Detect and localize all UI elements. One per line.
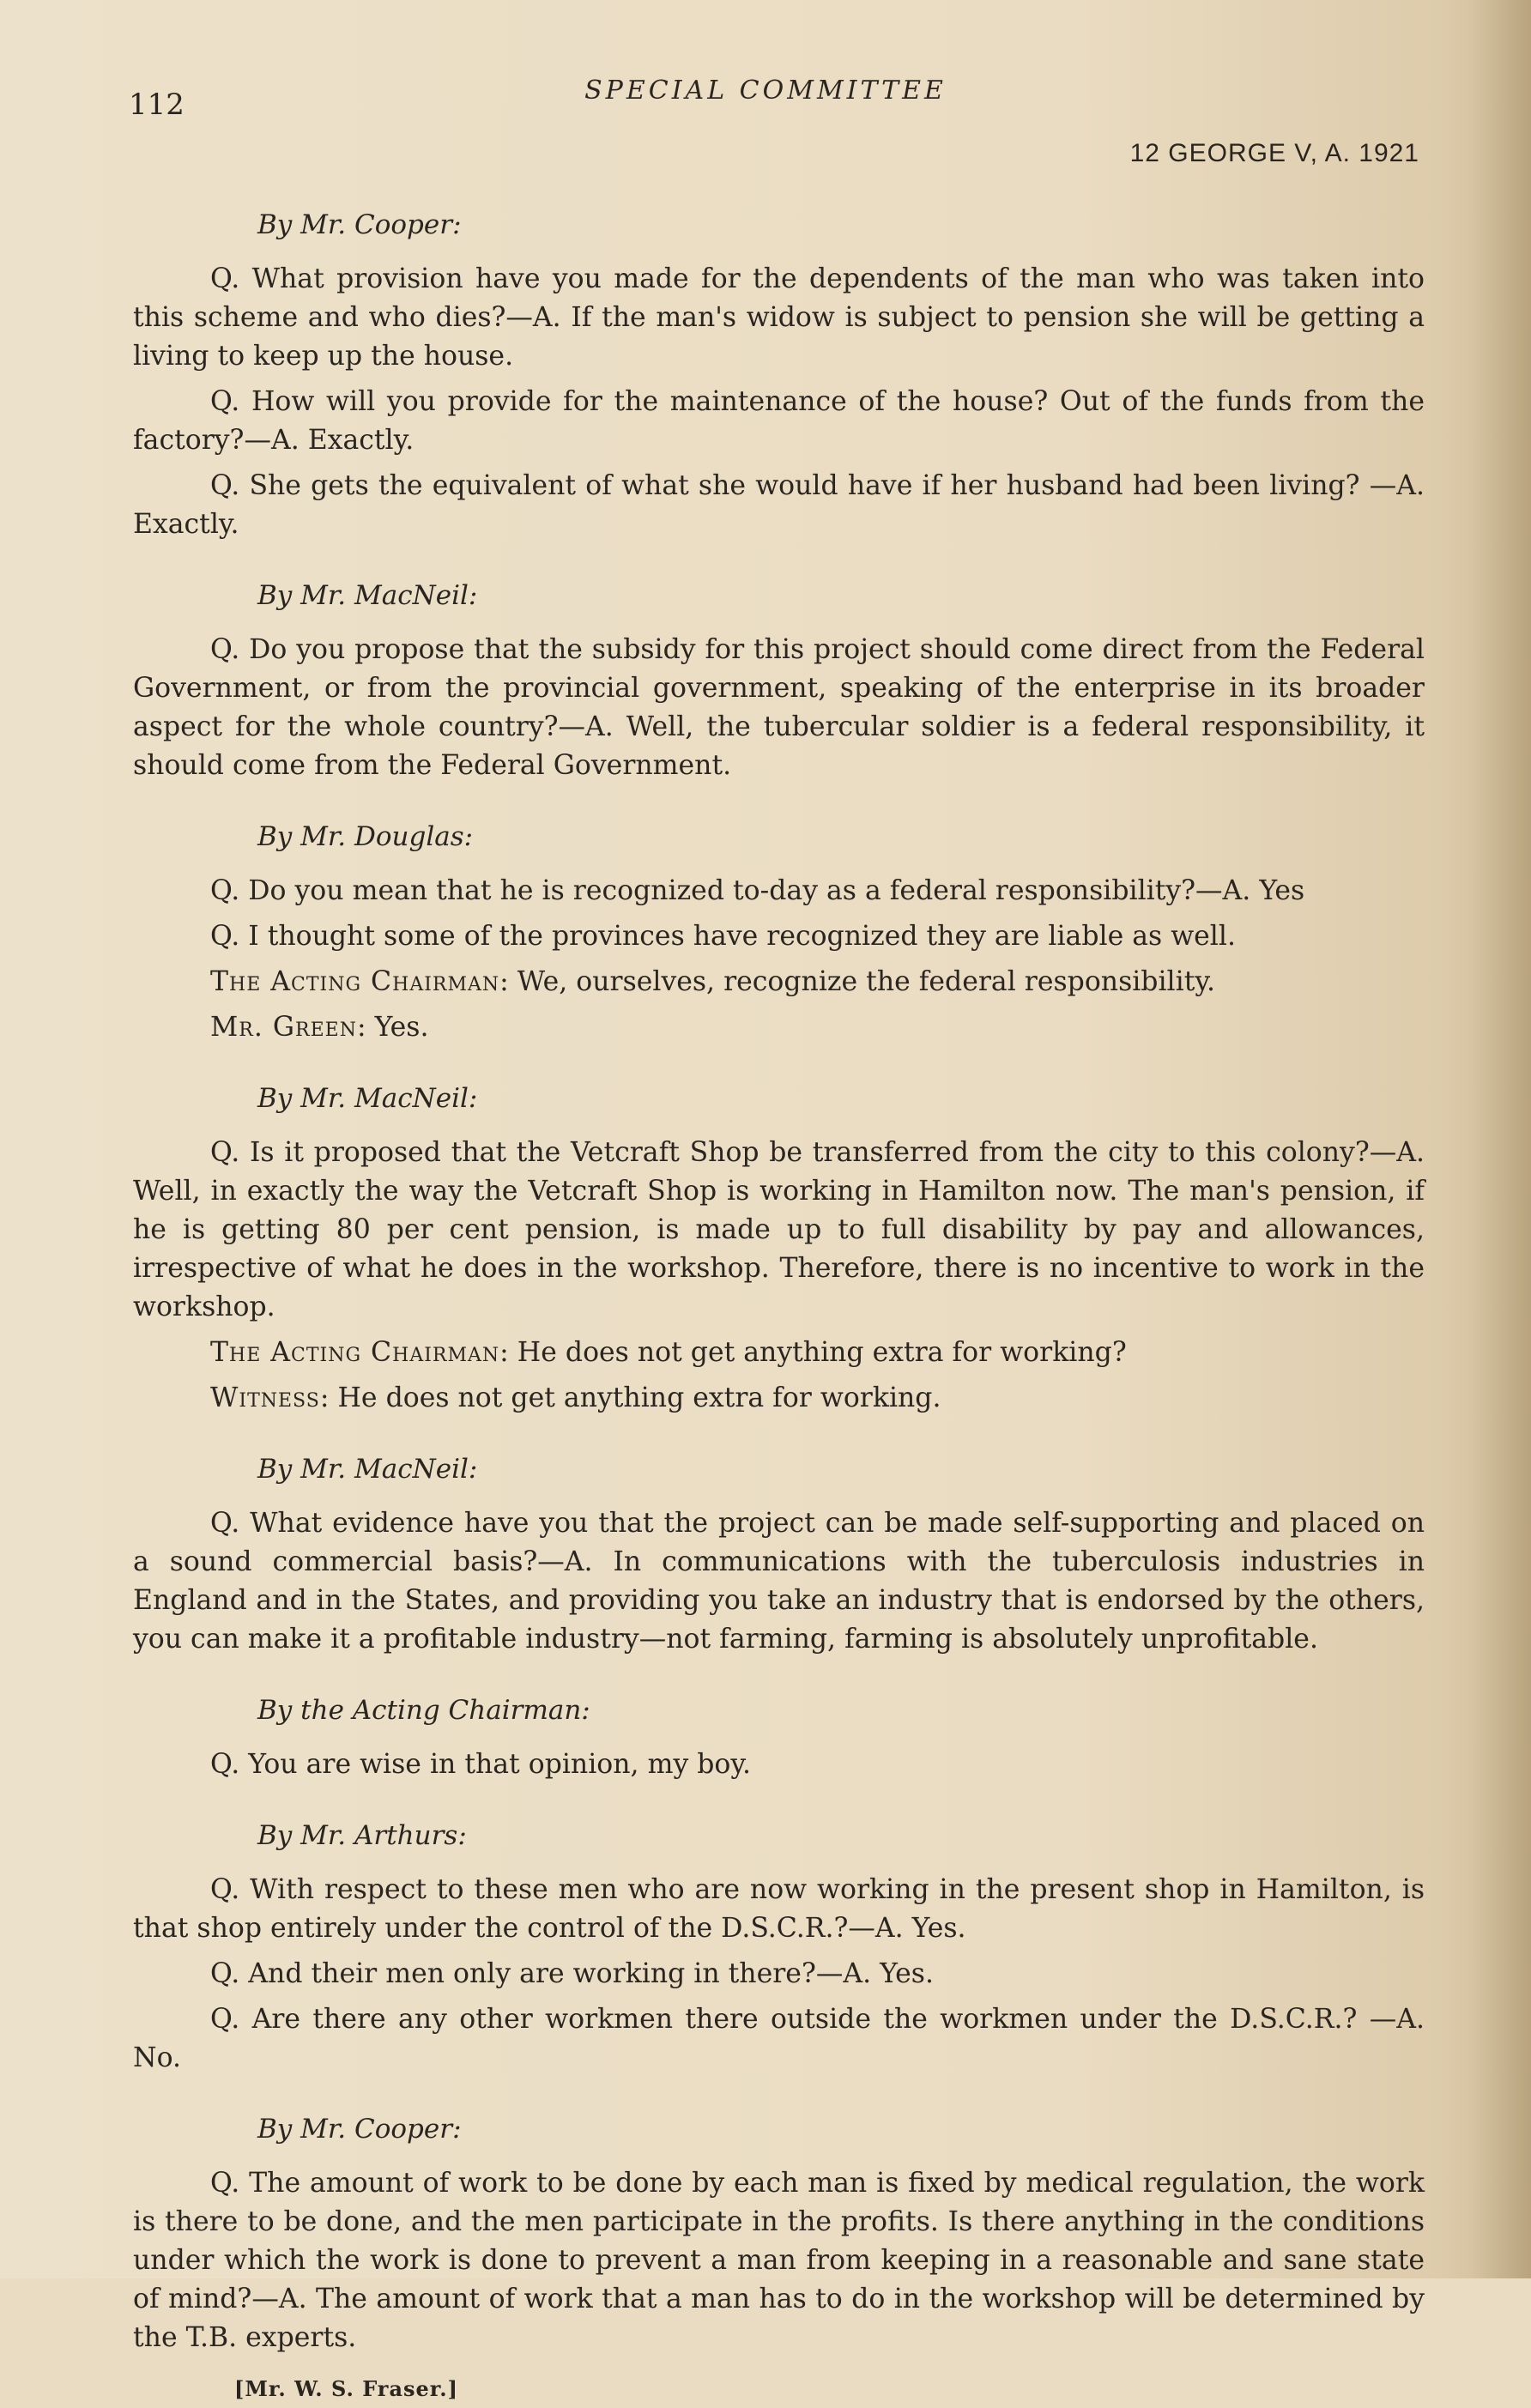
statement xyxy=(133,1334,1425,1372)
speaker-heading: By Mr. MacNeil: xyxy=(257,580,478,611)
statement-speaker: Witness xyxy=(210,1382,320,1413)
question-answer: Q. What evidence have you that the project can be made self-supporting and placed on a sound commercial basis?—A. In communications with the tuberculosis industries in England and in the States, and providing you take an industry that is endorsed by the others, you can make it a profitable industry—not farming, farming is absolutely unprofitable. xyxy=(133,1508,1425,1655)
statement xyxy=(133,1379,1425,1418)
statement-text: : He does not get anything extra for working. xyxy=(319,1382,941,1413)
question-answer: Q. She gets the equivalent of what she would have if her husband had been living? —A. Exactly. xyxy=(133,470,1425,540)
question-answer: Q. You are wise in that opinion, my boy. xyxy=(210,1749,751,1780)
statement-speaker: Mr. Green xyxy=(210,1012,357,1043)
speaker-heading: By Mr. Cooper: xyxy=(257,209,462,240)
question-answer: Q. Do you propose that the subsidy for this project should come direct from the Federal Government, or from the provincial government, speaking of the enterprise in its broader aspect for the whole country?—A. Well, the tubercular soldier is a federal responsibility, it should come from the Federal Government. xyxy=(133,634,1425,781)
question-answer: Q. The amount of work to be done by each man is fixed by medical regulation, the work is there to be done, and the men participate in the profits. Is there anything in the conditions under which the work is done to prevent a man from keeping in a reasonable and sane state of mind?—A. The amount of work that a man has to do in the workshop will be determined by the T.B. experts. xyxy=(133,2168,1425,2353)
speaker-heading: By Mr. Douglas: xyxy=(257,821,474,852)
page-edge-shadow xyxy=(1471,0,1531,2278)
question-answer: Q. I thought some of the provinces have recognized they are liable as well. xyxy=(210,921,1236,952)
question-answer: Q. And their men only are working in there?—A. Yes. xyxy=(210,1958,934,1989)
speaker-heading: By Mr. MacNeil: xyxy=(257,1083,478,1114)
statement-speaker: The Acting Chairman xyxy=(210,966,500,997)
question-answer: Q. With respect to these men who are now working in the present shop in Hamilton, is that shop entirely under the control of the D.S.C.R.?—A. Yes. xyxy=(133,1874,1425,1944)
statement-text: : He does not get anything extra for working? xyxy=(499,1337,1127,1368)
speaker-heading: By Mr. Cooper: xyxy=(257,2114,462,2145)
page-number: 112 xyxy=(129,88,185,122)
statement-text: : We, ourselves, recognize the federal responsibility. xyxy=(499,966,1215,997)
question-answer: Q. Do you mean that he is recognized to-day as a federal responsibility?—A. Yes xyxy=(210,875,1305,906)
running-head: SPECIAL COMMITTEE xyxy=(584,76,947,106)
statement xyxy=(133,1008,1425,1047)
speaker-heading: By Mr. MacNeil: xyxy=(257,1454,478,1485)
speaker-heading: By the Acting Chairman: xyxy=(257,1695,590,1726)
question-answer: Q. Are there any other workmen there outside the workmen under the D.S.C.R.? —A. No. xyxy=(133,2004,1425,2073)
statement-text: : Yes. xyxy=(356,1012,429,1043)
statement-speaker: The Acting Chairman xyxy=(210,1337,500,1368)
speaker-heading: By Mr. Arthurs: xyxy=(257,1820,467,1851)
statement xyxy=(133,963,1425,1001)
session-label: 12 GEORGE V, A. 1921 xyxy=(1129,139,1419,167)
question-answer: Q. Is it proposed that the Vetcraft Shop be transferred from the city to this colony?—A. Well, in exactly the way the Vetcraft Shop is working in Hamilton now. The man's pension, if he is getting 80 per cent pension, is made up to full disability by pay and allowances, irrespective of what he does in the workshop. Therefore, there is no incentive to work in the workshop. xyxy=(133,1137,1425,1322)
transcript-body xyxy=(133,206,1425,2408)
question-answer: Q. What provision have you made for the dependents of the man who was taken into this scheme and who dies?—A. If the man's widow is subject to pension she will be getting a living to keep up the house. xyxy=(133,263,1425,372)
question-answer: Q. How will you provide for the maintenance of the house? Out of the funds from the factory?—A. Exactly. xyxy=(133,386,1425,456)
witness-footer: [Mr. W. S. Fraser.] xyxy=(234,2376,458,2401)
